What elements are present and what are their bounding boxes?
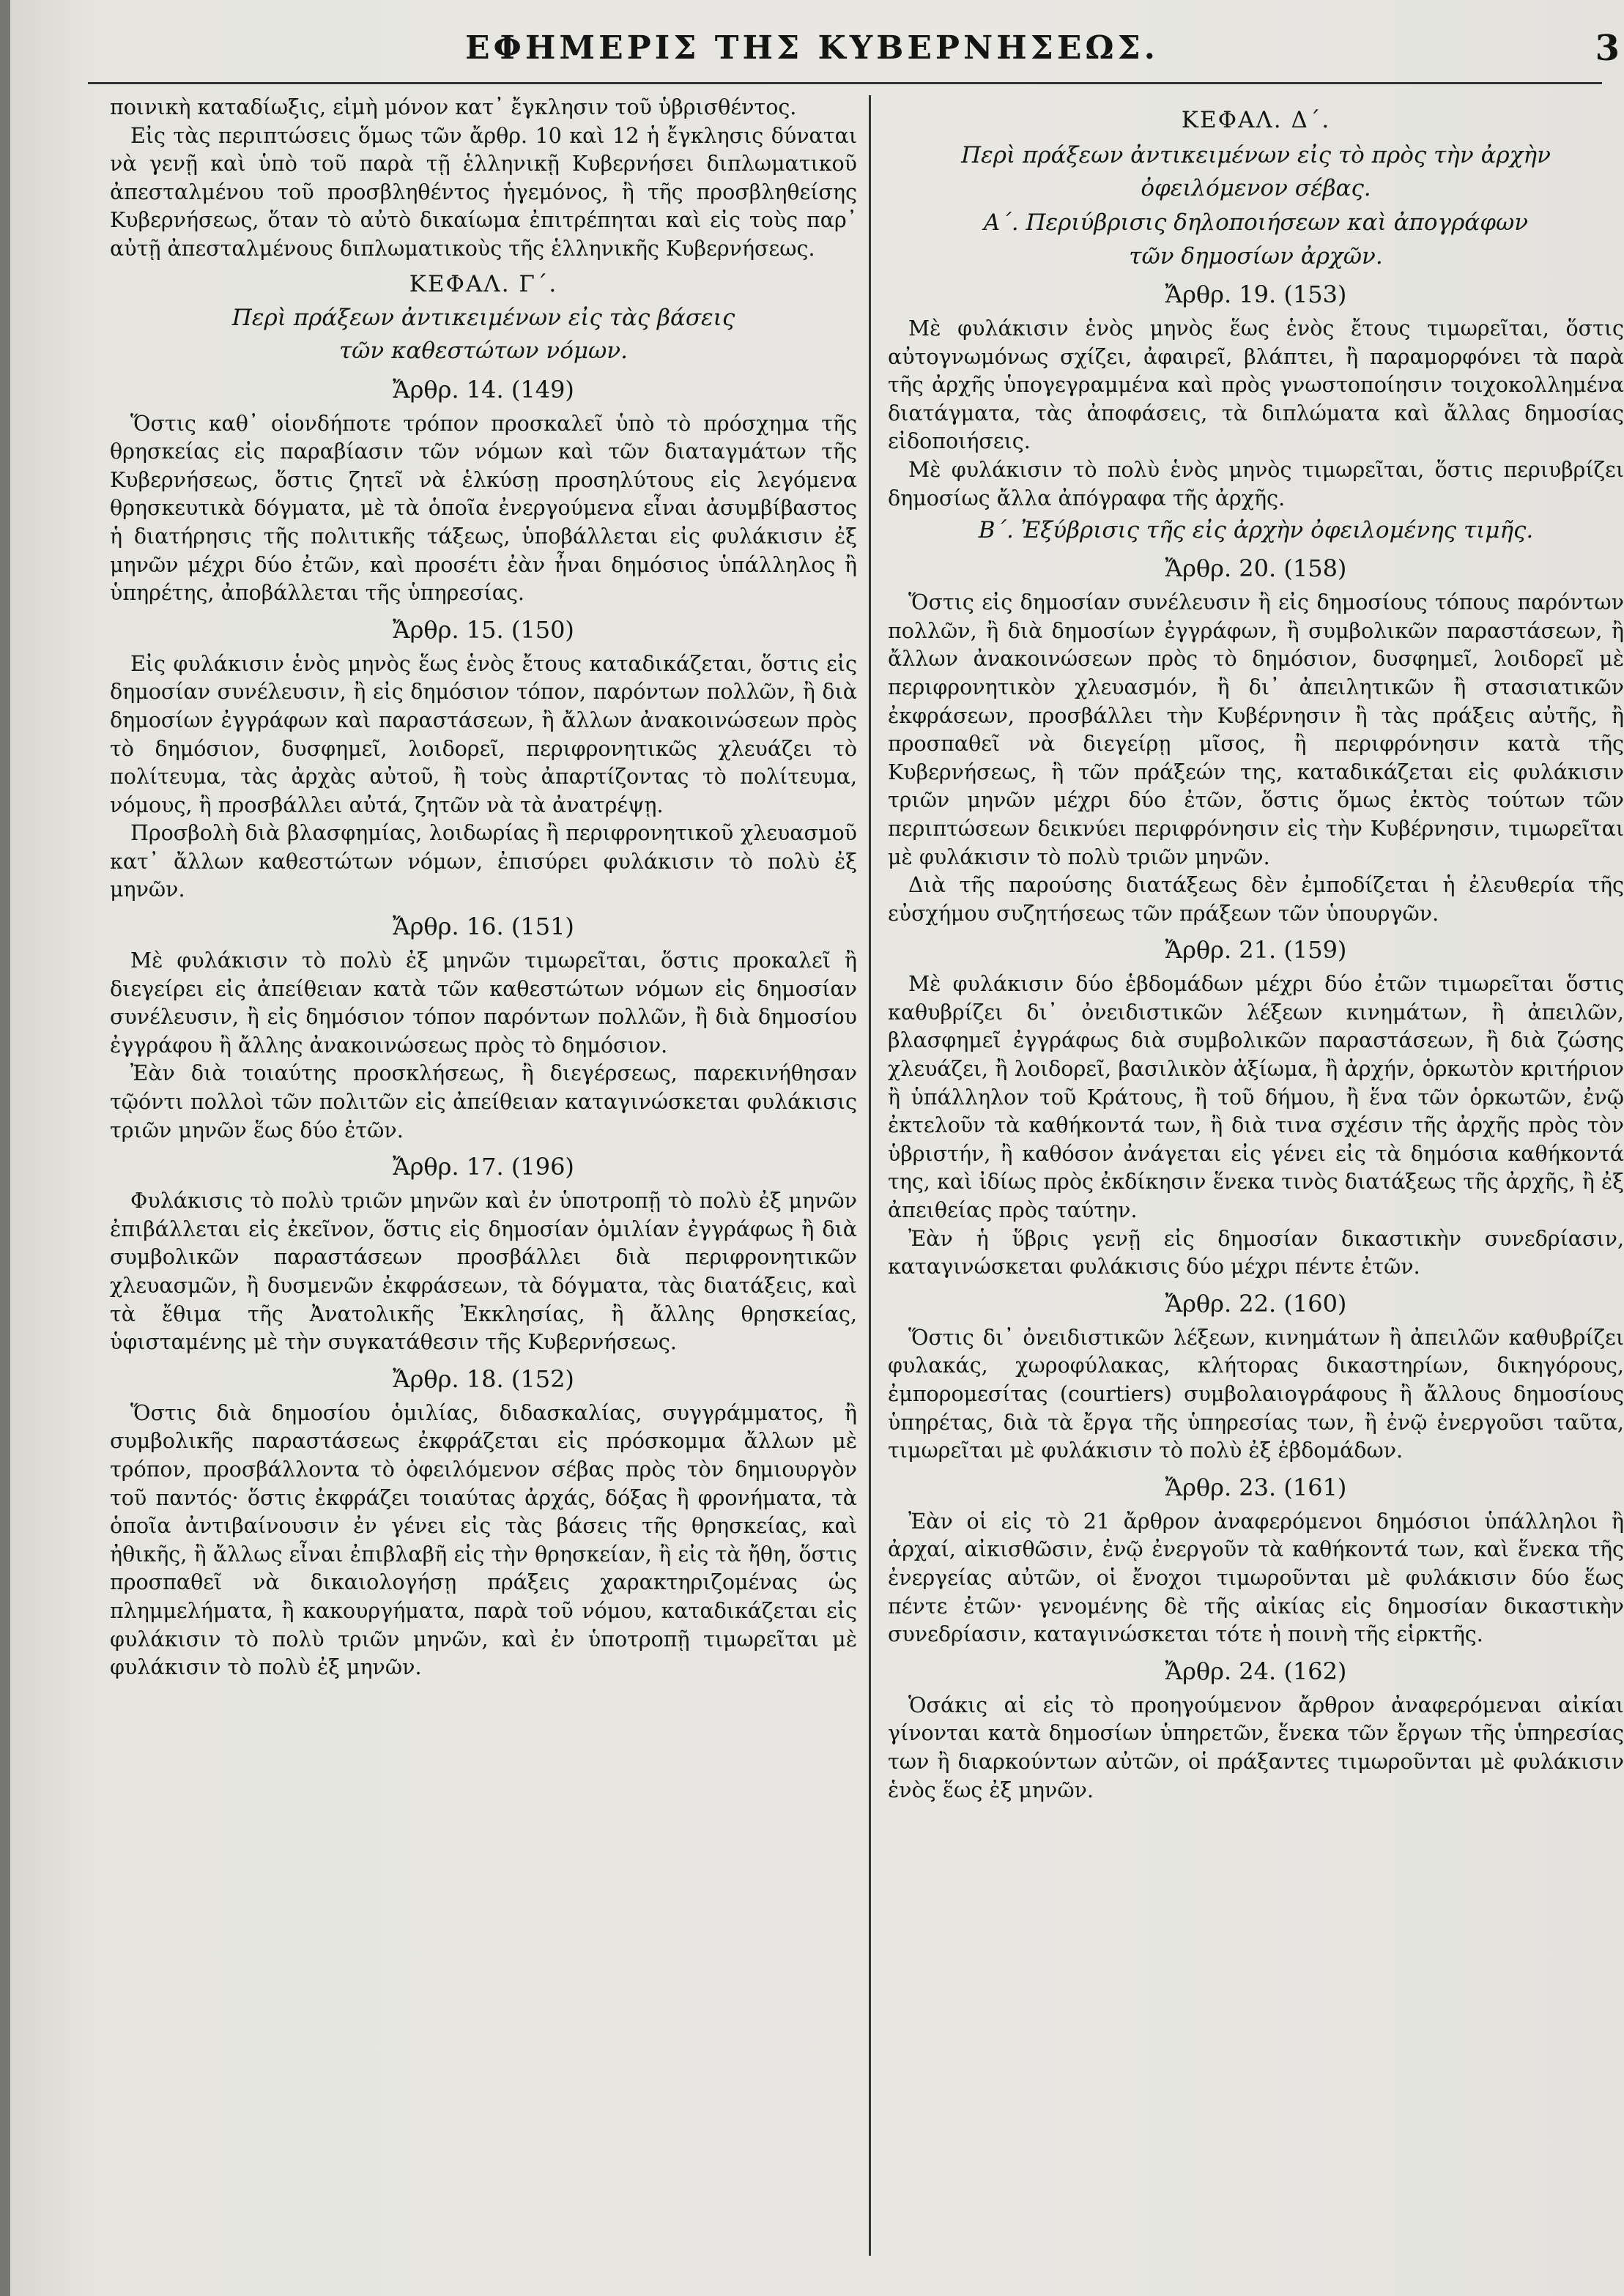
- article-heading-17: Ἄρθρ. 17. (196): [393, 1153, 574, 1181]
- page-header-title: ΕΦΗΜΕΡΙΣ ΤΗΣ ΚΥΒΕΡΝΗΣΕΩΣ.: [464, 29, 1159, 67]
- chapter-heading: ΚΕΦΑΛ. Δ΄.: [1181, 107, 1331, 133]
- article-24-text: Ὁσάκις αἱ εἰς τὸ προηγούμενον ἄρθρον ἀναφερόμεναι αἰκίαι γίνονται κατὰ δημοσίων ὑπηρετῶν, ἕνεκα τῶν ἔργων τῆς ὑπηρεσίας των ἢ διαρκούντων αὐτῶν, οἱ πράξαντες τιμωροῦνται μὲ φυλάκισιν ἑνὸς ἕως ἐξ μηνῶν.: [888, 1693, 1624, 1802]
- chapter-title-line: τῶν καθεστώτων νόμων.: [338, 337, 629, 364]
- right-column: [888, 94, 1624, 1805]
- article-16-text: Μὲ φυλάκισιν τὸ πολὺ ἐξ μηνῶν τιμωρεῖται, ὅστις προκαλεῖ ἢ διεγείρει εἰς ἀπείθειαν κατὰ τῶν καθεστώτων νόμων εἰς δημοσίαν συνέλευσιν, ἢ εἰς δημόσιον τόπον παρόντων πολλῶν, ἢ διὰ δημοσίου ἐγγράφου ἢ ἄλλης ἀνακοινώσεως πρὸς τὸ δημόσιον.: [110, 948, 857, 1058]
- article-19-text: Μὲ φυλάκισιν τὸ πολὺ ἑνὸς μηνὸς τιμωρεῖται, ὅστις περιυβρίζει δημοσίως ἄλλα ἀπόγραφα τῆς ἀρχῆς.: [888, 457, 1624, 510]
- article-17-text: Φυλάκισις τὸ πολὺ τριῶν μηνῶν καὶ ἐν ὑποτροπῇ τὸ πολὺ ἐξ μηνῶν ἐπιβάλλεται εἰς ἐκεῖνον, ὅστις εἰς δημοσίαν ὁμιλίαν ἐγγράφως ἢ διὰ συμβολικῶν παραστάσεων προσβάλλει διὰ περιφρονητικῶν χλευασμῶν, ἢ δυσμενῶν ἐκφράσεων, τὰ δόγματα, τὰς διατάξεις, καὶ τὰ ἔθιμα τῆς Ἀνατολικῆς Ἐκκλησίας, ἢ ἄλλης θρησκείας, ὑφισταμένης μὲ τὴν συγκατάθεσιν τῆς Κυβερνήσεως.: [110, 1189, 857, 1355]
- article-19-text: Μὲ φυλάκισιν ἑνὸς μηνὸς ἕως ἑνὸς ἔτους τιμωρεῖται, ὅστις αὐτογνωμόνως σχίζει, ἀφαιρεῖ, βλάπτει, ἢ παραμορφόνει τὰ παρὰ τῆς ἀρχῆς ὑπογεγραμμένα καὶ πρὸς γνωστοποίησιν τοιχοκολλημένα διατάγματα, τὰς ἀποφάσεις, τὰ διπλώματα καὶ ἄλλας δημοσίας εἰδοποιήσεις.: [888, 316, 1624, 454]
- article-heading-15: Ἄρθρ. 15. (150): [393, 615, 574, 644]
- article-20-text: Ὅστις εἰς δημοσίαν συνέλευσιν ἢ εἰς δημοσίους τόπους παρόντων πολλῶν, ἢ διὰ δημοσίων ἐγγράφων, ἢ συμβολικῶν παραστάσεων, ἢ ἄλλων ἀνακοινώσεων πρὸς τὸ δημόσιον, δυσφημεῖ, λοιδορεῖ μὲ περιφρονητικὸν χλευασμόν, ἢ δι᾽ ἀπειλητικῶν ἢ στασιατικῶν ἐκφράσεων, προσβάλλει τὴν Κυβέρνησιν ἢ τὰς πράξεις αὐτῆς, ἢ προσπαθεῖ νὰ διεγείρῃ μῖσος, ἢ περιφρόνησιν κατὰ τῆς Κυβερνήσεως, ἢ τῶν πράξεών της, καταδικάζεται εἰς φυλάκισιν τριῶν μηνῶν μέχρι δύο ἐτῶν, ὅστις ὅμως ἐκτὸς τούτων τῶν περιπτώσεων δεικνύει περιφρόνησιν εἰς τὴν Κυβέρνησιν, τιμωρεῖται μὲ φυλάκισιν τὸ πολὺ τριῶν μηνῶν.: [888, 590, 1624, 869]
- paragraph: ποινικὴ καταδίωξις, εἰμὴ μόνον κατ᾽ ἔγκλησιν τοῦ ὑβρισθέντος.: [110, 95, 797, 119]
- article-15-text: Προσβολὴ διὰ βλασφημίας, λοιδωρίας ἢ περιφρονητικοῦ χλευασμοῦ κατ᾽ ἄλλων καθεστώτων νόμων, ἐπισύρει φυλάκισιν τὸ πολὺ ἐξ μηνῶν.: [110, 821, 857, 902]
- article-heading-22: Ἄρθρ. 22. (160): [1165, 1289, 1347, 1318]
- article-heading-24: Ἄρθρ. 24. (162): [1165, 1657, 1347, 1685]
- article-heading-14: Ἄρθρ. 14. (149): [393, 375, 574, 404]
- article-heading-16: Ἄρθρ. 16. (151): [393, 913, 574, 941]
- chapter-heading: ΚΕΦΑΛ. Γ΄.: [409, 270, 558, 297]
- article-heading-20: Ἄρθρ. 20. (158): [1165, 554, 1347, 583]
- article-21-text: Μὲ φυλάκισιν δύο ἑβδομάδων μέχρι δύο ἐτῶν τιμωρεῖται ὅστις καθυβρίζει δι᾽ ὀνειδιστικῶν λέξεων κινημάτων, ἢ ἀπειλῶν, βλασφημεῖ ἐγγράφως διὰ συμβολικῶν παραστάσεων, ἢ διὰ ζώσης χλευάζει, ἢ λοιδορεῖ, βασιλικὸν ἀξίωμα, ἢ ἀρχήν, ὁρκωτὸν κριτήριον ἢ ὑπάλληλον τοῦ Κράτους, ἢ τοῦ δήμου, ἢ ἕνα τῶν ὁρκωτῶν, ἐνῷ ἐκτελοῦν τὰ καθήκοντά των, ἢ διὰ τινα σχέσιν τῆς ἀρχῆς πρὸς τὸν ὑβριστήν, ἢ καθόσον ἀνάγεται εἰς γένει εἰς τὰ δημόσια καθήκοντά της, καὶ ἰδίως πρὸς ἐκδίκησιν ἕνεκα τινὸς διατάξεως τῆς ἀρχῆς, ἢ ἐξ ἀπειθείας πρὸς ταύτην.: [888, 972, 1624, 1223]
- article-heading-18: Ἄρθρ. 18. (152): [393, 1364, 574, 1393]
- article-20-text: Διὰ τῆς παρούσης διατάξεως δὲν ἐμποδίζεται ἡ ἐλευθερία τῆς εὐσχήμου συζητήσεως τῶν πράξεων τῶν ὑπουργῶν.: [888, 873, 1624, 926]
- chapter-title-line: Περὶ πράξεων ἀντικειμένων εἰς τὰς βάσεις: [231, 304, 735, 331]
- column-divider: [869, 95, 871, 2256]
- article-23-text: Ἐὰν οἱ εἰς τὸ 21 ἄρθρον ἀναφερόμενοι δημόσιοι ὑπάλληλοι ἢ ἀρχαί, αἰκισθῶσιν, ἐνῷ ἐνεργοῦν τὰ καθήκοντά των, καὶ ἕνεκα τῆς ἐνεργείας αὐτῶν, οἱ ἔνοχοι τιμωροῦνται μὲ φυλάκισιν δύο ἕως πέντε ἐτῶν· γενομένης δὲ τῆς αἰκίας εἰς δημοσίαν δικαστικὴν συνεδρίασιν, καταγινώσκεται τότε ἡ ποινὴ τῆς εἱρκτῆς.: [888, 1509, 1624, 1647]
- paragraph: Εἰς τὰς περιπτώσεις ὅμως τῶν ἄρθρ. 10 καὶ 12 ἡ ἔγκλησις δύναται νὰ γενῇ καὶ ὑπὸ τοῦ παρὰ τῇ ἑλληνικῇ Κυβερνήσει διπλωματικοῦ ἀπεσταλμένου τοῦ προσβληθέντος ἡγεμόνος, ἢ τῆς προσβληθείσης Κυβερνήσεως, ὅταν τὸ αὐτὸ δικαίωμα ἐπιτρέπηται καὶ εἰς τοὺς παρ᾽ αὐτῇ ἀπεσταλμένους διπλωματικοὺς τῆς ἑλληνικῆς Κυβερνήσεως.: [110, 123, 857, 261]
- article-15-text: Εἰς φυλάκισιν ἑνὸς μηνὸς ἕως ἑνὸς ἔτους καταδικάζεται, ὅστις εἰς δημοσίαν συνέλευσιν, ἢ εἰς δημόσιον τόπον, παρόντων πολλῶν, ἢ διὰ δημοσίων ἐγγράφων καὶ παραστάσεων, ἢ ἄλλων ἀνακοινώσεων πρὸς τὸ δημόσιον, δυσφημεῖ, λοιδορεῖ, περιφρονητικῶς χλευάζει τὸ πολίτευμα, τὰς ἀρχὰς αὐτοῦ, ἢ τοὺς ἀπαρτίζοντας τὸ πολίτευμα, νόμους, ἢ προσβάλλει αὐτά, ζητῶν νὰ τὰ ἀνατρέψῃ.: [110, 651, 857, 817]
- scan-edge: [0, 0, 10, 2296]
- article-22-text: Ὅστις δι᾽ ὀνειδιστικῶν λέξεων, κινημάτων ἢ ἀπειλῶν καθυβρίζει φυλακάς, χωροφύλακας, κλήτορας δικαστηρίων, δικηγόρους, ἐμπορομεσίτας (courtiers) συμβολαιογράφους ἢ ἄλλους δημοσίους ὑπηρέτας, διὰ τὰ ἔργα τῆς ὑπηρεσίας των, ἢ ἐνῷ ἐνεργοῦσι ταῦτα, τιμωρεῖται μὲ φυλάκισιν τὸ πολὺ ἐξ ἑβδομάδων.: [888, 1325, 1624, 1463]
- section-heading: τῶν δημοσίων ἀρχῶν.: [1129, 243, 1383, 270]
- chapter-title-line: Περὶ πράξεων ἀντικειμένων εἰς τὸ πρὸς τὴν ἀρχὴν: [961, 142, 1551, 168]
- article-heading-21: Ἄρθρ. 21. (159): [1165, 936, 1347, 965]
- article-16-text: Ἐὰν διὰ τοιαύτης προσκλήσεως, ἢ διεγέρσεως, παρεκινήθησαν τῷόντι πολλοὶ τῶν πολιτῶν εἰς ἀπείθειαν καταγινώσκεται φυλάκισις τριῶν μηνῶν ἕως δύο ἐτῶν.: [110, 1061, 857, 1143]
- chapter-title-line: ὀφειλόμενον σέβας.: [1141, 175, 1371, 201]
- left-column: [110, 94, 857, 1682]
- section-heading: Α΄. Περιύβρισις δηλοποιήσεων καὶ ἀπογράφων: [983, 209, 1529, 236]
- page-number: 3: [1595, 28, 1620, 69]
- article-heading-19: Ἄρθρ. 19. (153): [1165, 281, 1347, 308]
- article-18-text: Ὅστις διὰ δημοσίου ὁμιλίας, διδασκαλίας, συγγράμματος, ἢ συμβολικῆς παραστάσεως ἐκφράζεται εἰς πρόσκομμα ἄλλων μὲ τρόπον, προσβάλλοντα τὸ ὀφειλόμενον σέβας πρὸς τὸν δημιουργὸν τοῦ παντός· ὅστις ἐκφράζει τοιαύτας ἀρχάς, δόξας ἢ φρονήματα, τὰ ὁποῖα ἀντιβαίνουσιν ἐν γένει εἰς τὰς βάσεις τῆς θρησκείας, καὶ ἠθικῆς, ἢ ἄλλως εἶναι ἐπιβλαβῆ εἰς τὴν θρησκείαν, ἢ εἰς τὰ ἤθη, ὅστις προσπαθεῖ νὰ δικαιολογήσῃ πράξεις χαρακτηριζομένας ὡς πλημμελήματα, ἢ κακουργήματα, παρὰ τοῦ νόμου, καταδικάζεται εἰς φυλάκισιν τὸ πολὺ τριῶν μηνῶν, καὶ ἐν ὑποτροπῇ τιμωρεῖται μὲ φυλάκισιν τὸ πολὺ ἐξ μηνῶν.: [110, 1400, 857, 1680]
- article-21-text: Ἐὰν ἡ ὕβρις γενῇ εἰς δημοσίαν δικαστικὴν συνεδρίασιν, καταγινώσκεται φυλάκισις δύο μέχρι πέντε ἐτῶν.: [888, 1226, 1624, 1279]
- article-14-text: Ὅστις καθ᾽ οἱονδήποτε τρόπον προσκαλεῖ ὑπὸ τὸ πρόσχημα τῆς θρησκείας εἰς παραβίασιν τῶν νόμων καὶ τῶν διαταγμάτων τῆς Κυβερνήσεως, ὅστις ζητεῖ νὰ ἑλκύσῃ προσηλύτους εἰς λεγόμενα θρησκευτικὰ δόγματα, μὲ τὰ ὁποῖα ἐνεργούμενα εἶναι ἀσυμβίβαστος ἡ διατήρησις τῆς πολιτικῆς τάξεως, ὑποβάλλεται εἰς φυλάκισιν ἐξ μηνῶν μέχρι δύο ἐτῶν, καὶ προσέτι ἐὰν ἦναι δημόσιος ὑπάλληλος ἢ ὑπηρέτης, ἀποβάλλεται τῆς ὑπηρεσίας.: [110, 411, 857, 606]
- section-heading: Β΄. Ἐξύβρισις τῆς εἰς ἀρχὴν ὀφειλομένης τιμῆς.: [978, 517, 1534, 544]
- article-heading-23: Ἄρθρ. 23. (161): [1165, 1473, 1347, 1501]
- header-rule: [88, 82, 1602, 84]
